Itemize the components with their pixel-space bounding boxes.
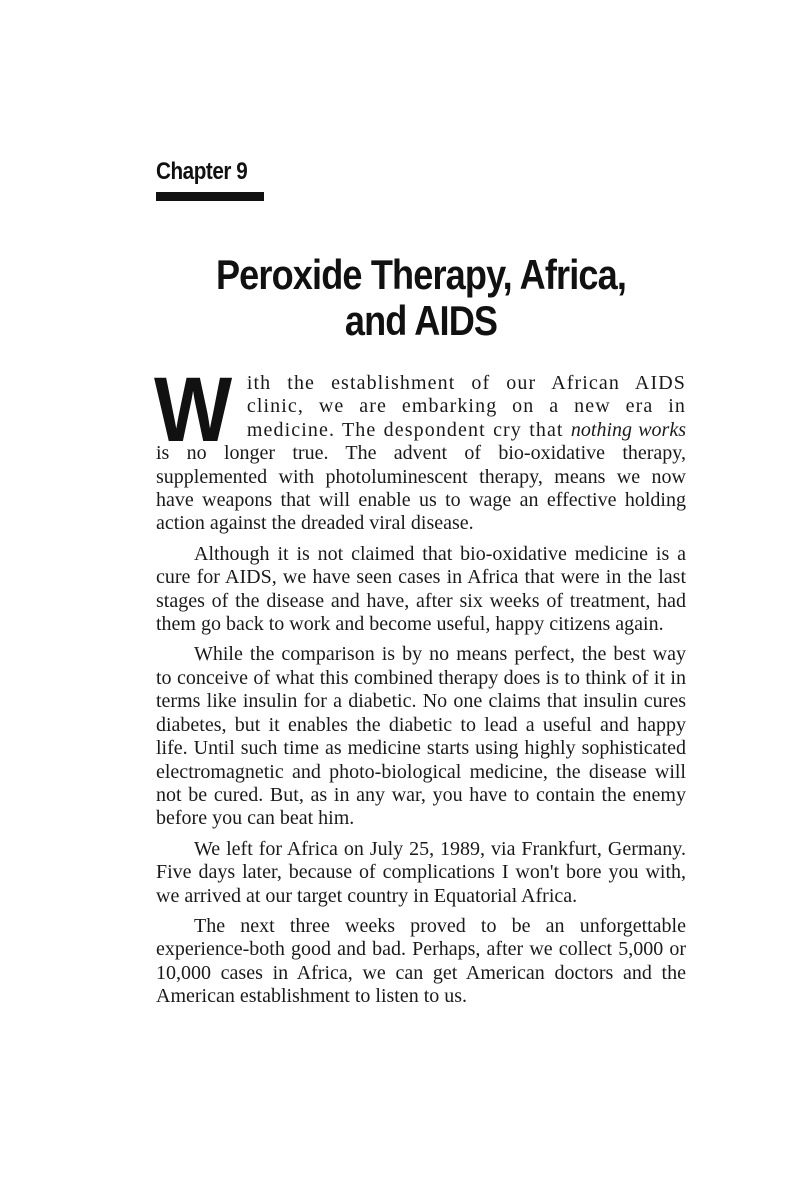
paragraph-1-italic: nothing works (570, 418, 686, 441)
chapter-title (156, 252, 686, 344)
paragraph-4: We left for Africa on July 25, 1989, via Frankfurt, Germany. Five days later, because of complications I won't bore you with, we arrived at our target country in Equatorial Africa. (156, 837, 686, 907)
chapter-title-line-1: Peroxide Therapy, Africa, (215, 251, 627, 298)
chapter-rule (156, 192, 264, 201)
paragraph-3: While the comparison is by no means perfect, the best way to conceive of what this combined therapy does is to think of it in terms like insulin for a diabetic. No one claims that insulin cures diabetes, but it enables the diabetic to lead a useful and happy life. Until such time as medicine starts using highly sophisticated electromagnetic and photo-biological medicine, the disease will not be cured. But, as in any war, you have to contain the enemy before you can beat him. (156, 643, 686, 830)
paragraph-2: Although it is not claimed that bio-oxidative medicine is a cure for AIDS, we have seen cases in Africa that were in the last stages of the disease and have, after six weeks of treatment, had them go back to work and become useful, happy citizens again. (156, 542, 686, 636)
body-text (154, 359, 686, 1016)
paragraph-5: The next three weeks proved to be an unforgettable experience-both good and bad. Perhaps, after we collect 5,000 or 10,000 cases in Africa, we can get American doctors and the American establishment to listen to us. (156, 914, 686, 1008)
paragraph-1-text-b: is no longer true. The advent of bio-oxidative therapy, supplemented with photoluminescent therapy, means we now have weapons that will enable us to wage an effective holding action against the dreaded viral disease. (156, 442, 686, 535)
paragraph-1 (154, 359, 686, 536)
chapter-title-line-2: and AIDS (344, 297, 498, 344)
paragraph-1-text-a: ith the establishment of our African AIDS clinic, we are embarking on a new era in medicine. The despondent cry that (246, 372, 686, 441)
drop-cap: W (154, 359, 233, 461)
chapter-label: Chapter 9 (156, 158, 248, 185)
